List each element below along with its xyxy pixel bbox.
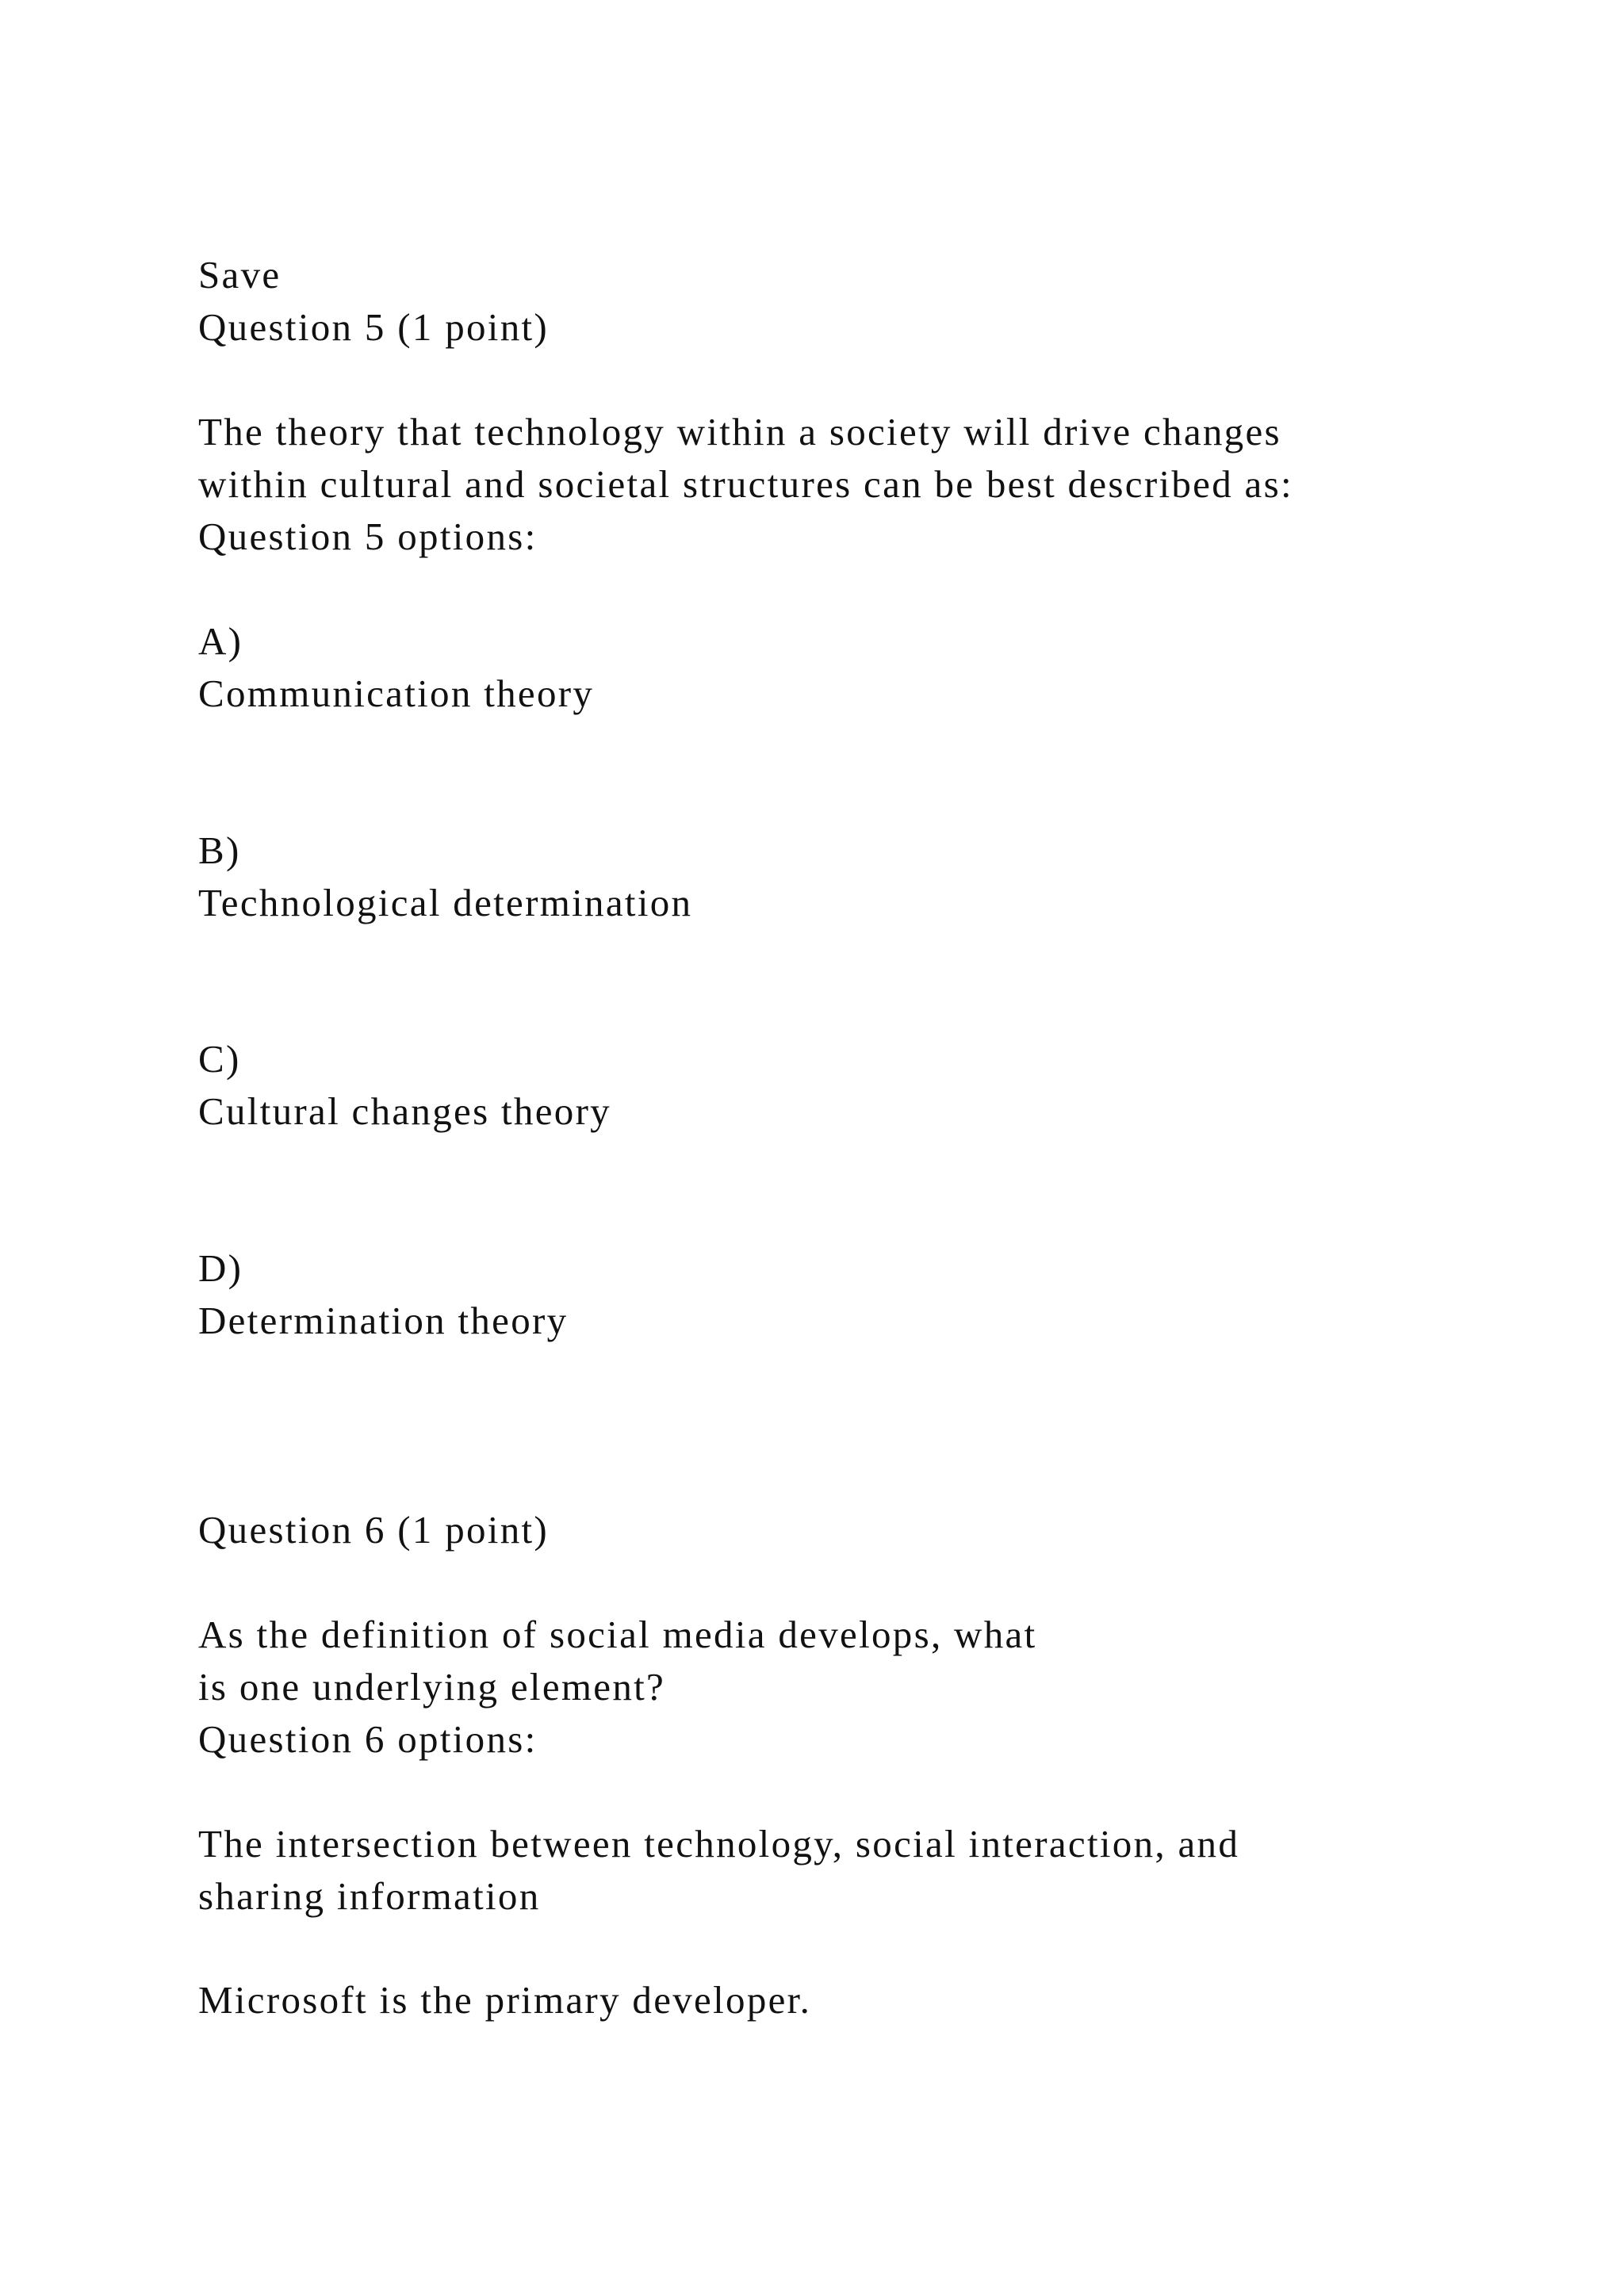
option-b-letter[interactable]: B) xyxy=(198,828,241,872)
question-6-header: Question 6 (1 point) xyxy=(198,1508,550,1552)
question-5-prompt-line-1: The theory that technology within a society will drive changes xyxy=(198,410,1281,453)
question-6-option-1-line-2[interactable]: sharing information xyxy=(198,1874,541,1918)
option-b-text[interactable]: Technological determination xyxy=(198,881,693,924)
option-a-letter[interactable]: A) xyxy=(198,619,243,663)
option-c-text[interactable]: Cultural changes theory xyxy=(198,1089,611,1133)
question-6-prompt-line-2: is one underlying element? xyxy=(198,1665,666,1709)
question-5-prompt-line-2: within cultural and societal structures can be best described as: xyxy=(198,462,1293,506)
option-d-letter[interactable]: D) xyxy=(198,1246,243,1290)
question-6-options-label: Question 6 options: xyxy=(198,1717,538,1761)
question-6-option-2[interactable]: Microsoft is the primary developer. xyxy=(198,1978,812,2022)
question-6-prompt-line-1: As the definition of social media develops, what xyxy=(198,1613,1037,1656)
option-c-letter[interactable]: C) xyxy=(198,1037,241,1081)
question-5-options-label: Question 5 options: xyxy=(198,515,538,558)
option-d-text[interactable]: Determination theory xyxy=(198,1299,569,1342)
save-link[interactable]: Save xyxy=(198,253,282,297)
question-5-header: Question 5 (1 point) xyxy=(198,305,550,349)
question-6-option-1-line-1[interactable]: The intersection between technology, social interaction, and xyxy=(198,1822,1240,1866)
option-a-text[interactable]: Communication theory xyxy=(198,672,595,715)
